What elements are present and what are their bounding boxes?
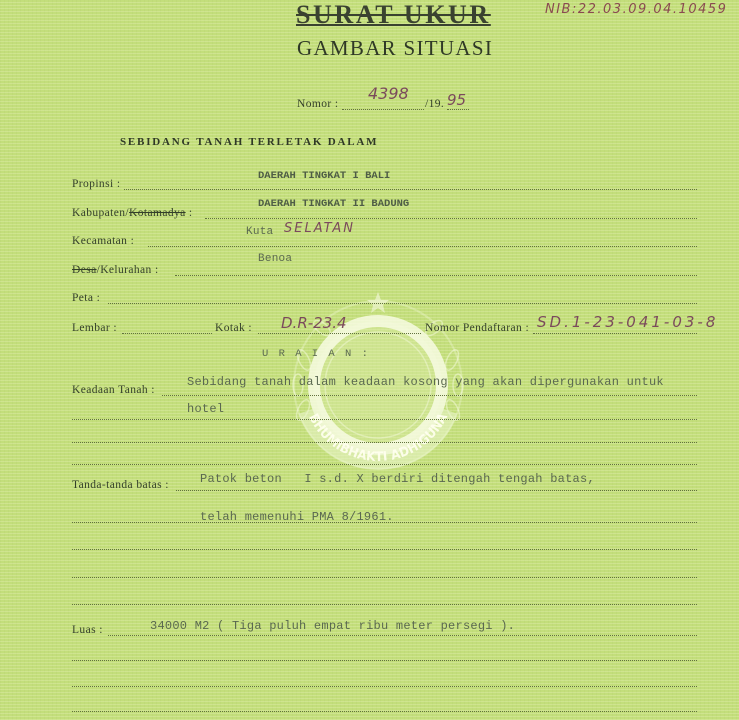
- section-title: SEBIDANG TANAH TERLETAK DALAM: [120, 136, 379, 148]
- dotted-leader: [108, 303, 697, 304]
- dotted-leader: [72, 522, 697, 523]
- dotted-leader: [447, 109, 469, 110]
- keadaan-tanah-line-1: Sebidang tanah dalam keadaan kosong yang akan dipergunakan untuk: [187, 375, 664, 389]
- uraian-heading: U R A I A N :: [262, 348, 370, 360]
- kabupaten-value: DAERAH TINGKAT II BADUNG: [258, 198, 410, 210]
- nib-number-handwritten: NIB:22.03.09.04.10459: [545, 2, 728, 17]
- document-subtitle: GAMBAR SITUASI: [297, 36, 494, 60]
- dotted-leader: [72, 577, 697, 578]
- kabupaten-label: [72, 207, 193, 219]
- dotted-leader: [72, 711, 697, 712]
- nomor-label: Nomor :: [297, 98, 339, 110]
- dotted-leader: [205, 218, 697, 219]
- tanda-batas-line-2: telah memenuhi PMA 8/1961.: [200, 510, 394, 524]
- kecamatan-value-handwritten: SELATAN: [284, 221, 356, 236]
- dotted-leader: [342, 109, 424, 110]
- keadaan-tanah-line-2: hotel: [187, 402, 225, 416]
- document-title: SURAT UKUR: [296, 0, 491, 29]
- nomor-number-handwritten: 4398: [368, 84, 409, 103]
- nomor-year-prefix: /19.: [425, 98, 445, 110]
- dotted-leader: [162, 395, 697, 396]
- kotak-value-handwritten: D.R-23.4: [281, 314, 347, 332]
- tanda-batas-label: Tanda-tanda batas :: [72, 479, 169, 491]
- nomor-pendaftaran-value-handwritten: SD.1-23-041-03-8: [537, 313, 719, 331]
- kecamatan-label: Kecamatan :: [72, 235, 135, 247]
- seal-lettering: BHUMIBHAKTI ADHIGUNA: [305, 410, 452, 466]
- kotamadya-struck-label: Kotamadya: [129, 207, 186, 219]
- desa-struck-label: Desa: [72, 264, 97, 276]
- propinsi-value: DAERAH TINGKAT I BALI: [258, 170, 391, 182]
- kabupaten-label-colon: :: [185, 207, 193, 219]
- lembar-label: Lembar :: [72, 322, 118, 334]
- dotted-leader: [108, 635, 697, 636]
- dotted-leader: [258, 333, 421, 334]
- luas-value: 34000 M2 ( Tiga puluh empat ribu meter persegi ).: [150, 619, 516, 633]
- kelurahan-label-text: /Kelurahan :: [96, 264, 159, 276]
- dotted-leader: [148, 246, 697, 247]
- dotted-leader: [72, 464, 697, 465]
- kelurahan-value: Benoa: [258, 253, 293, 265]
- dotted-leader: [72, 442, 697, 443]
- dotted-leader: [72, 604, 697, 605]
- dotted-leader: [72, 549, 697, 550]
- dotted-leader: [72, 419, 697, 420]
- dotted-leader: [533, 333, 697, 334]
- dotted-leader: [176, 490, 697, 491]
- keadaan-tanah-label: Keadaan Tanah :: [72, 384, 155, 396]
- kotak-label: Kotak :: [215, 322, 252, 334]
- dotted-leader: [122, 333, 212, 334]
- dotted-leader: [72, 686, 697, 687]
- luas-label: Luas :: [72, 624, 103, 636]
- dotted-leader: [175, 275, 697, 276]
- kabupaten-label-text: Kabupaten/: [72, 207, 130, 219]
- kelurahan-label: [72, 264, 159, 276]
- propinsi-label: Propinsi :: [72, 178, 121, 190]
- dotted-leader: [124, 189, 697, 190]
- kecamatan-value-typed: Kuta: [246, 226, 274, 238]
- peta-label: Peta :: [72, 292, 101, 304]
- nomor-year-handwritten: 95: [447, 91, 467, 109]
- nomor-pendaftaran-label: Nomor Pendaftaran :: [425, 322, 530, 334]
- dotted-leader: [72, 660, 697, 661]
- tanda-batas-line-1: Patok beton I s.d. X berdiri ditengah tengah batas,: [200, 472, 595, 486]
